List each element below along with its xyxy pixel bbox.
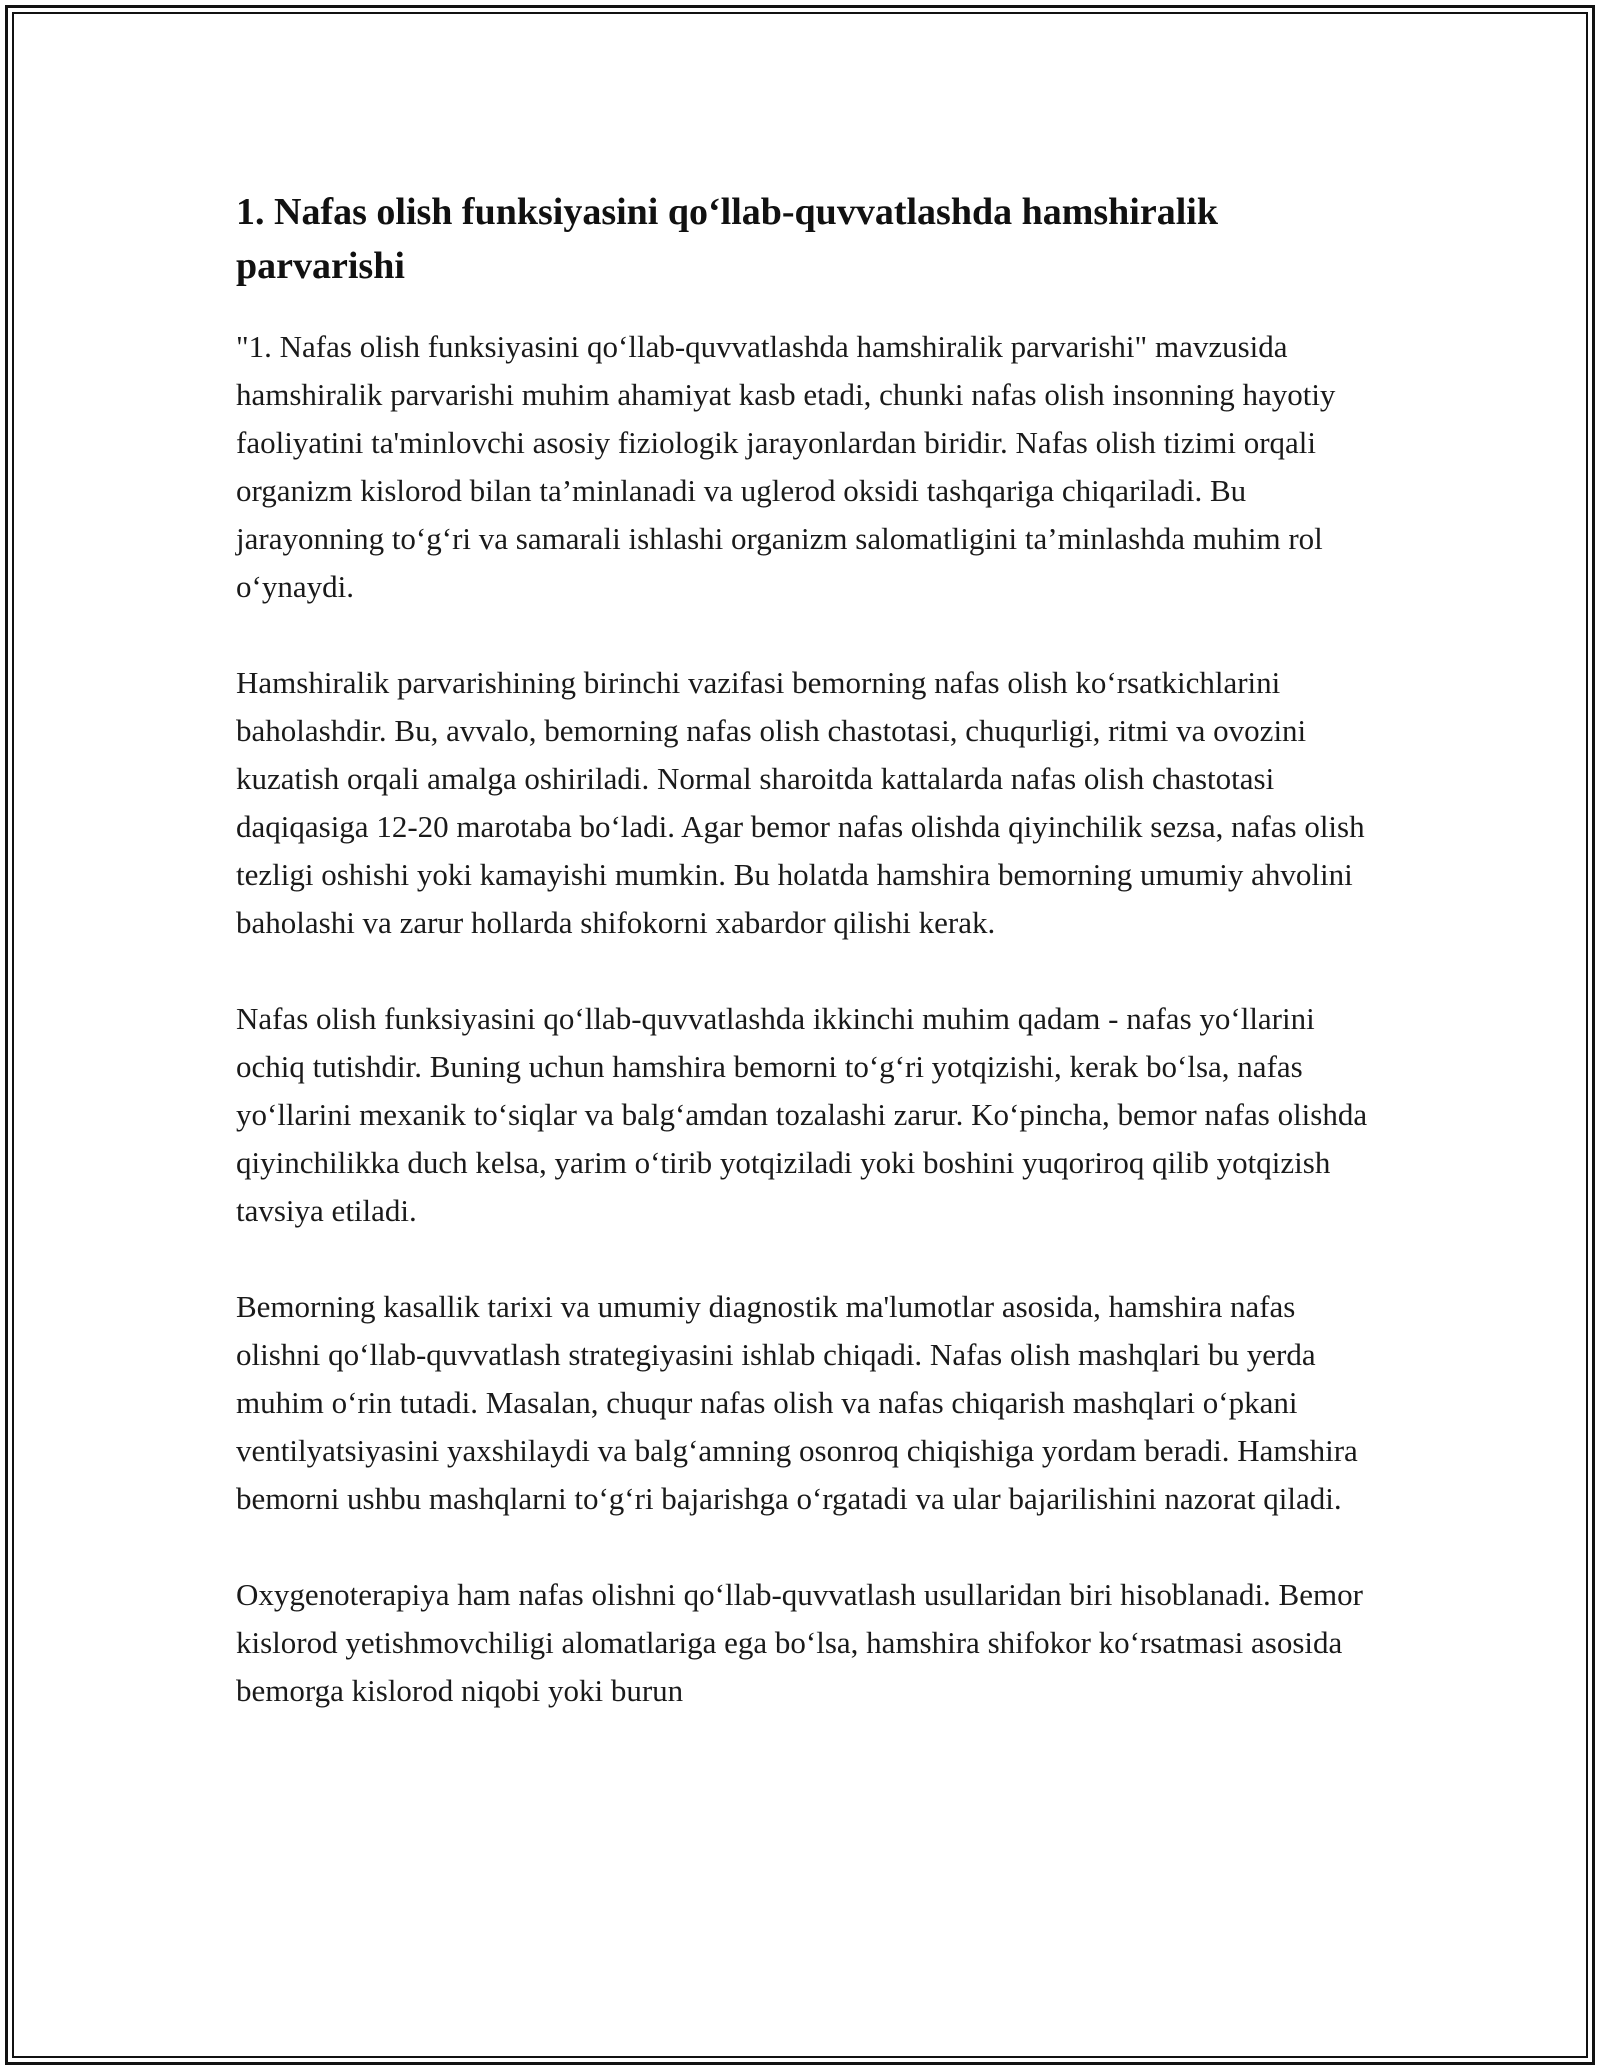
page-title: 1. Nafas olish funksiyasini qo‘llab-quvvatlashda hamshiralik parvarishi <box>236 191 1218 287</box>
paragraph-4: Bemorning kasallik tarixi va umumiy diagnostik ma'lumotlar asosida, hamshira nafas olishni qo‘llab-quvvatlash strategiyasini ishlab chiqadi. Nafas olish mashqlari bu yerda muhim o‘rin tutadi. Masalan, chuqur nafas olish va nafas chiqarish mashqlari o‘pkani ventilyatsiyasini yaxshilaydi va balg‘amning osonroq chiqishiga yordam beradi. Hamshira bemorni ushbu mashqlarni to‘g‘ri bajarishga o‘rgatadi va ular bajarilishini nazorat qiladi. <box>236 1289 1358 1516</box>
document-body <box>236 185 1376 1763</box>
paragraph-2: Hamshiralik parvarishining birinchi vazifasi bemorning nafas olish ko‘rsatkichlarini baholashdir. Bu, avvalo, bemorning nafas olish chastotasi, chuqurligi, ritmi va ovozini kuzatish orqali amalga oshiriladi. Normal sharoitda kattalarda nafas olish chastotasi daqiqasiga 12-20 marotaba bo‘ladi. Agar bemor nafas olishda qiyinchilik sezsa, nafas olish tezligi oshishi yoki kamayishi mumkin. Bu holatda hamshira bemorning umumiy ahvolini baholashi va zarur hollarda shifokorni xabardor qilishi kerak. <box>236 665 1365 940</box>
paragraph-1: "1. Nafas olish funksiyasini qo‘llab-quvvatlashda hamshiralik parvarishi" mavzusida hamshiralik parvarishi muhim ahamiyat kasb etadi, chunki nafas olish insonning hayotiy faoliyatini ta'minlovchi asosiy fiziologik jarayonlardan biridir. Nafas olish tizimi orqali organizm kislorod bilan ta’minlanadi va uglerod oksidi tashqariga chiqariladi. Bu jarayonning to‘g‘ri va samarali ishlashi organizm salomatligini ta’minlashda muhim rol o‘ynaydi. <box>236 329 1336 604</box>
paragraph-3: Nafas olish funksiyasini qo‘llab-quvvatlashda ikkinchi muhim qadam - nafas yo‘llarini ochiq tutishdir. Buning uchun hamshira bemorni to‘g‘ri yotqizishi, kerak bo‘lsa, nafas yo‘llarini mexanik to‘siqlar va balg‘amdan tozalashi zarur. Ko‘pincha, bemor nafas olishda qiyinchilikka duch kelsa, yarim o‘tirib yotqiziladi yoki boshini yuqoriroq qilib yotqizish tavsiya etiladi. <box>236 1001 1368 1228</box>
paragraph-5: Oxygenoterapiya ham nafas olishni qo‘llab-quvvatlash usullaridan biri hisoblanadi. Bemor kislorod yetishmovchiligi alomatlariga ega bo‘lsa, hamshira shifokor ko‘rsatmasi asosida bemorga kislorod niqobi yoki burun <box>236 1577 1363 1708</box>
